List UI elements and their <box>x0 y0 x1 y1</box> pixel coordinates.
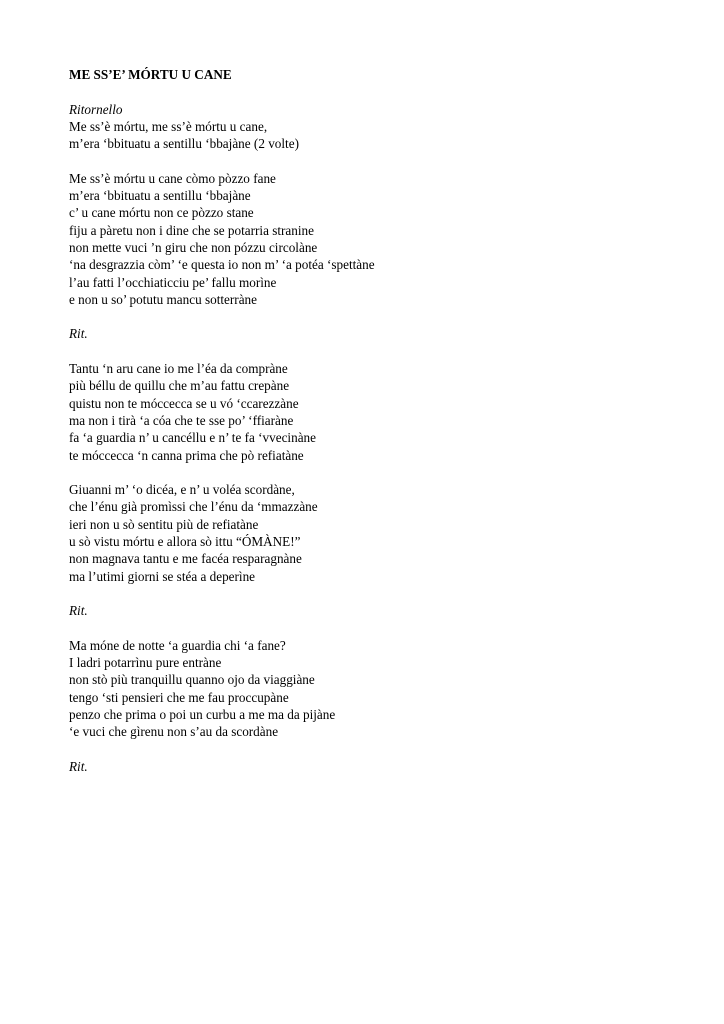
stanza-line: non mette vuci ’n giru che non pózzu circolàne <box>69 239 318 255</box>
stanza-line: te móccecca ‘n canna prima che pò refiatàne <box>69 447 304 463</box>
stanza-line: quistu non te móccecca se u vó ‘ccarezzàne <box>69 395 299 411</box>
refrain-line: m’era ‘bbituatu a sentillu ‘bbajàne (2 volte) <box>69 136 299 152</box>
stanza-line: Giuanni m’ ‘o dicéa, e n’ u voléa scordàne, <box>69 482 295 498</box>
refrain-marker-2 <box>69 602 689 619</box>
refrain-marker-1 <box>69 325 689 342</box>
stanza-line: Tantu ‘n aru cane io me l’éa da compràne <box>69 361 288 377</box>
refrain-marker: Rit. <box>69 326 88 342</box>
stanza-4 <box>69 637 689 741</box>
stanza-line: I ladri potarrìnu pure entràne <box>69 655 222 671</box>
stanza-line: più béllu de quillu che m’au fattu crepàne <box>69 378 290 394</box>
stanza-line: non magnava tantu e me facéa resparagnàne <box>69 551 302 567</box>
refrain-marker: Rit. <box>69 758 88 774</box>
stanza-line: che l’énu già promìssi che l’énu da ‘mmazzàne <box>69 499 318 515</box>
stanza-1 <box>69 170 689 308</box>
stanza-line: penzo che prima o poi un curbu a me ma da pijàne <box>69 706 336 722</box>
stanza-line: Me ss’è mórtu u cane còmo pòzzo fane <box>69 170 276 186</box>
stanza-line: c’ u cane mórtu non ce pòzzo stane <box>69 205 254 221</box>
stanza-line: fiju a pàretu non i dine che se potarria stranine <box>69 222 314 238</box>
stanza-line: m’era ‘bbituatu a sentillu ‘bbajàne <box>69 188 251 204</box>
refrain-line: Me ss’è mórtu, me ss’è mórtu u cane, <box>69 118 268 134</box>
stanza-line: e non u so’ potutu mancu sotterràne <box>69 291 257 307</box>
song-title: ME SS’E’ MÓRTU U CANE <box>69 67 232 82</box>
stanza-line: u sò vistu mórtu e allora sò ittu “ÓMÀNE!” <box>69 534 301 550</box>
stanza-3 <box>69 481 689 585</box>
refrain-block <box>69 101 689 153</box>
refrain-marker: Rit. <box>69 603 88 619</box>
stanza-2 <box>69 360 689 464</box>
stanza-line: non stò più tranquillu quanno ojo da viaggiàne <box>69 672 315 688</box>
stanza-line: l’au fatti l’occhiaticciu pe’ fallu morìne <box>69 274 277 290</box>
stanza-line: ma l’utimi giorni se stéa a deperìne <box>69 568 256 584</box>
stanza-line: ‘na desgrazzia còm’ ‘e questa io non m’ ‘a potéa ‘spettàne <box>69 257 375 273</box>
refrain-label: Ritornello <box>69 101 123 117</box>
refrain-marker-3 <box>69 758 689 775</box>
stanza-line: ‘e vuci che gìrenu non s’au da scordàne <box>69 724 279 740</box>
stanza-line: ma non i tirà ‘a cóa che te sse po’ ‘ffiaràne <box>69 412 294 428</box>
stanza-line: tengo ‘sti pensieri che me fau proccupàne <box>69 689 289 705</box>
stanza-line: ieri non u sò sentitu più de refiatàne <box>69 516 259 532</box>
stanza-line: fa ‘a guardia n’ u cancéllu e n’ te fa ‘vvecinàne <box>69 430 316 446</box>
document-page <box>69 66 689 792</box>
stanza-line: Ma móne de notte ‘a guardia chi ‘a fane? <box>69 637 286 653</box>
